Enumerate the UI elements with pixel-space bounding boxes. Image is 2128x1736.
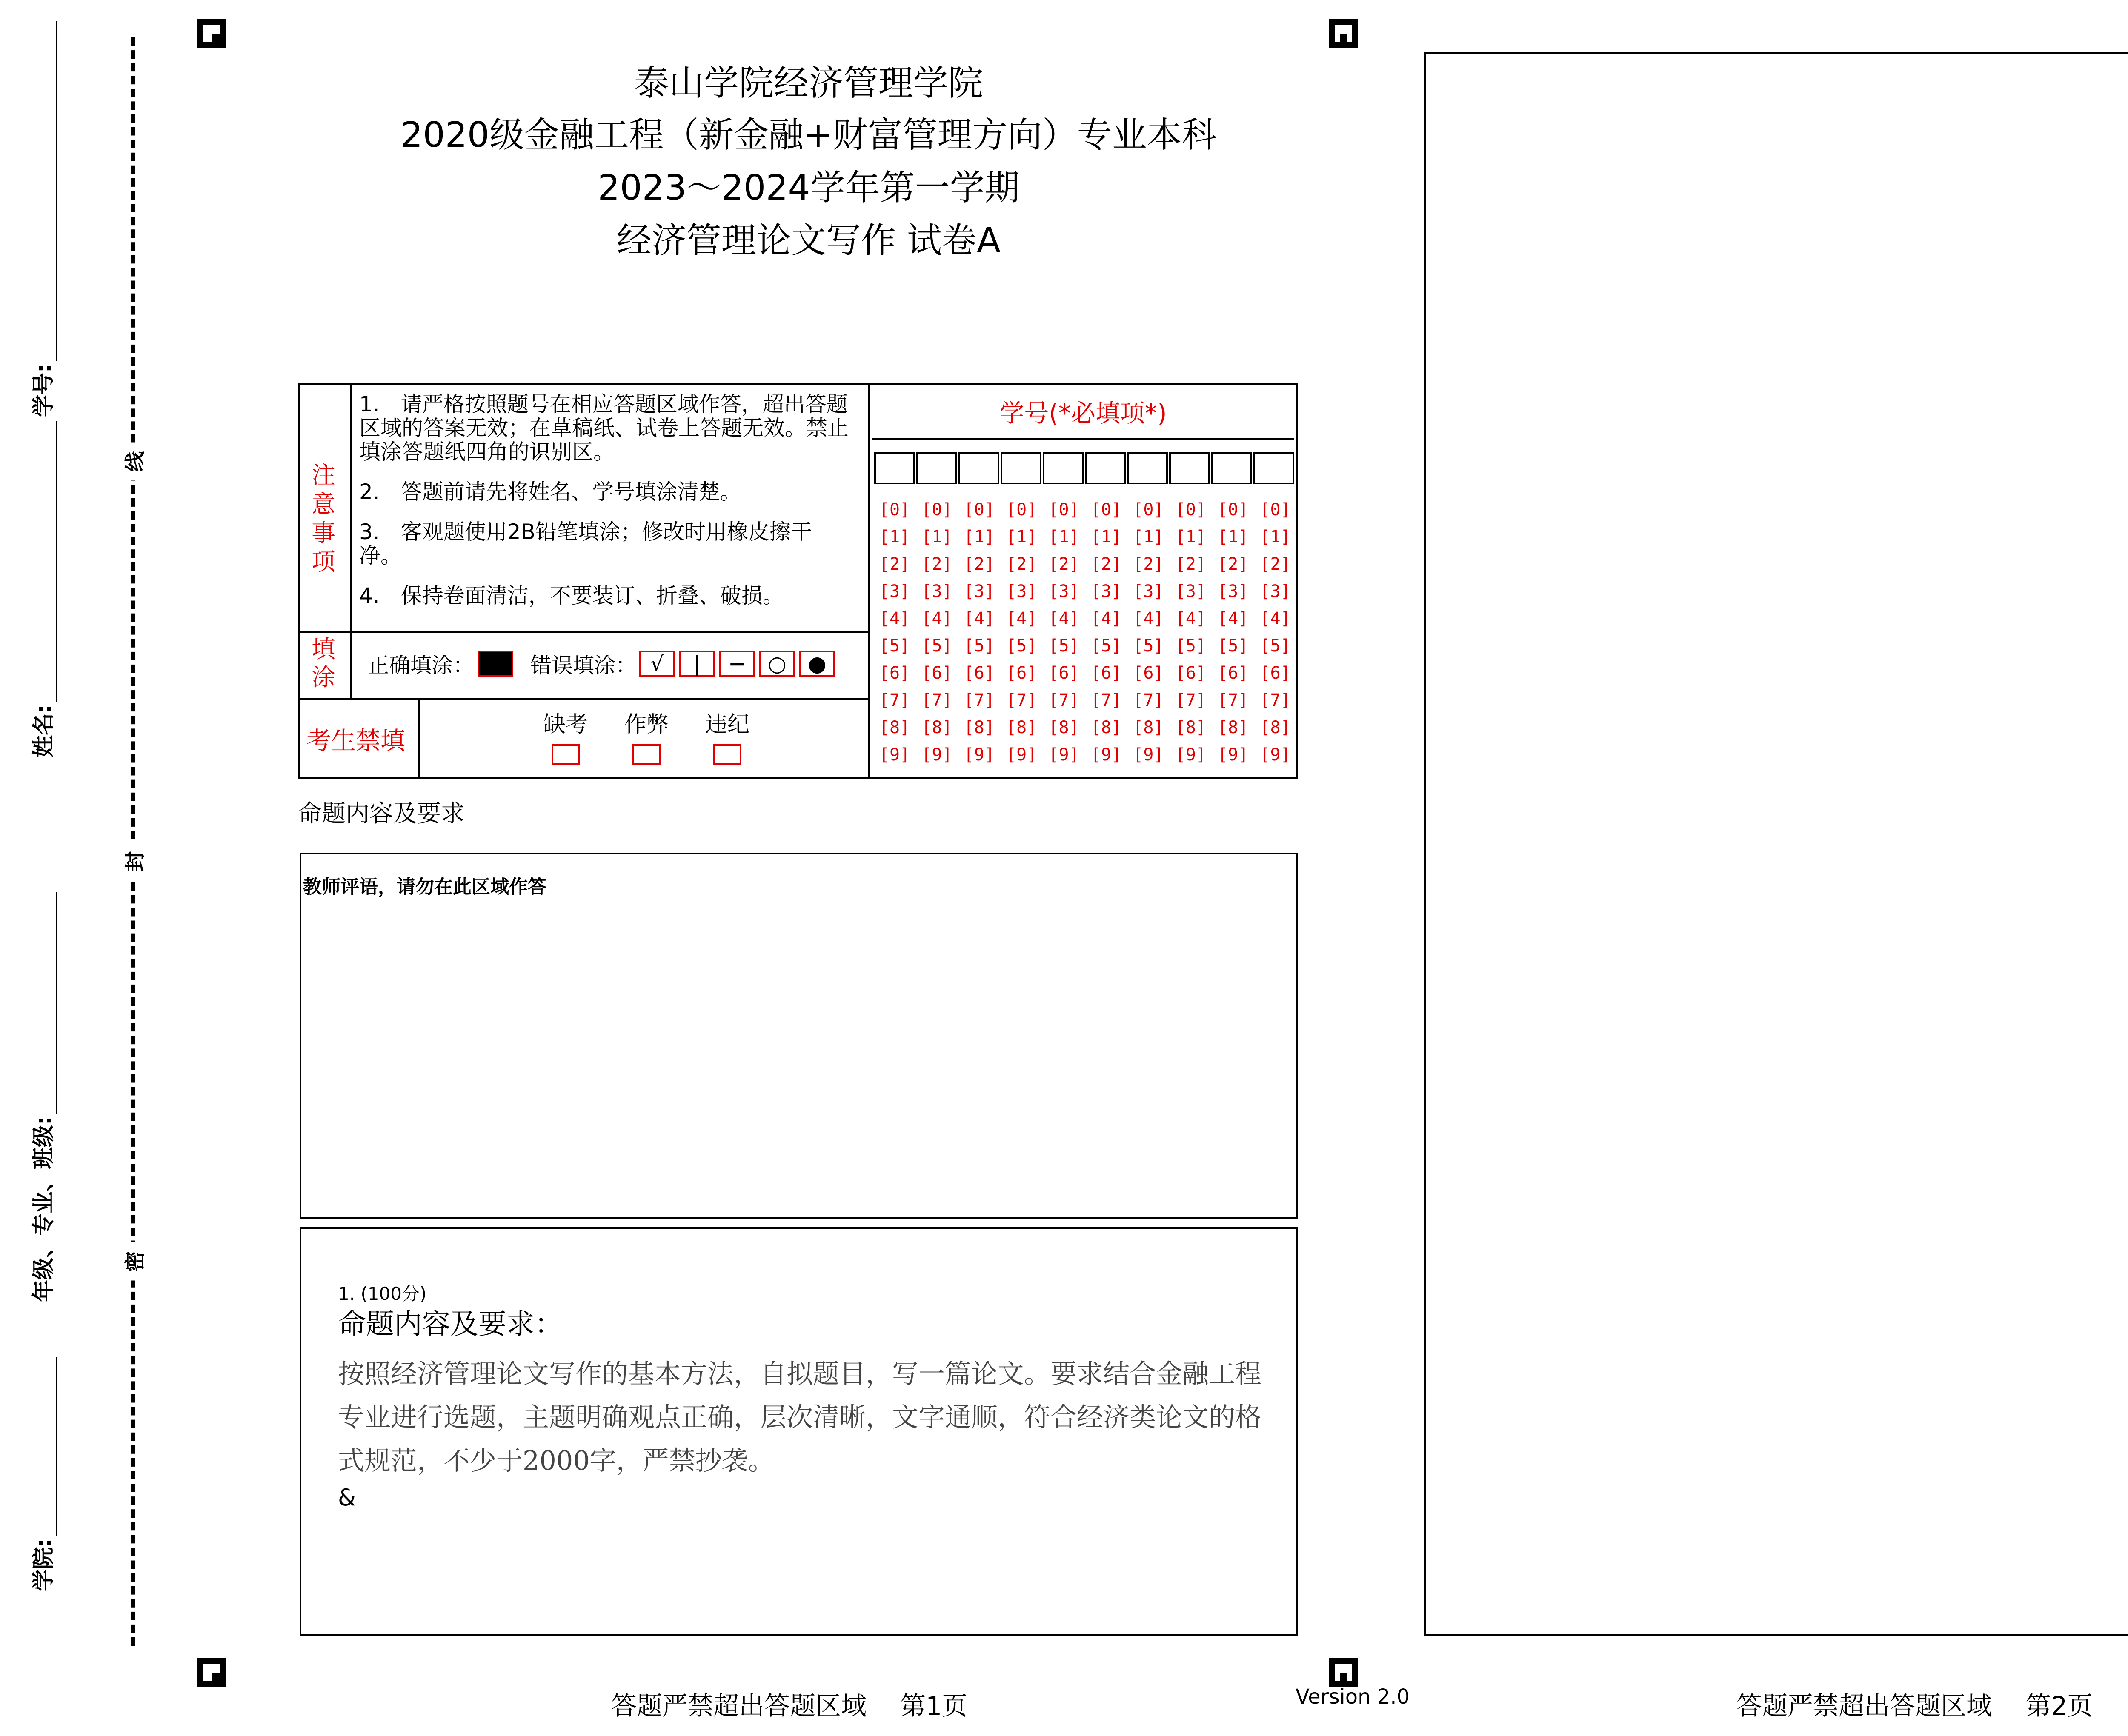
cheat-checkbox[interactable] (632, 744, 661, 765)
student-id-digit-option[interactable]: [7] (1048, 691, 1079, 710)
student-id-digit-option[interactable]: [1] (1133, 527, 1164, 547)
student-id-digit-option[interactable]: [0] (1006, 500, 1037, 520)
student-id-digit-column (1044, 496, 1084, 768)
wrong-fill-label: 错误填涂： (530, 653, 637, 678)
student-id-digit-option[interactable]: [6] (1133, 663, 1164, 683)
question-body: 按照经济管理论文写作的基本方法，自拟题目，写一篇论文。要求结合金融工程专业进行选题，主题明确观点正确，层次清晰，文字通顺，符合经济类论文的格式规范，不少于2000字，严禁抄袭。 (338, 1358, 1262, 1476)
student-id-digit-option[interactable]: [7] (1218, 691, 1249, 710)
student-id-digit-option[interactable]: [8] (1090, 718, 1122, 737)
notice-label: 注意事项 (312, 462, 335, 576)
question-extra: & (338, 1484, 356, 1511)
student-id-digit-column (874, 496, 915, 768)
student-id-digit-option[interactable]: [6] (1218, 663, 1249, 683)
student-id-digit-option[interactable]: [4] (964, 609, 995, 628)
student-id-digit-option[interactable]: [6] (1260, 663, 1291, 683)
wrong-fill-sample-3: − (719, 651, 755, 677)
corner-marker-bottom-center (1329, 1658, 1358, 1687)
student-id-digit-option[interactable]: [5] (1133, 636, 1164, 656)
fill-example-row (368, 648, 835, 679)
student-id-digit-option[interactable]: [9] (1218, 745, 1249, 765)
student-id-digit-option[interactable]: [3] (1260, 582, 1291, 601)
student-id-digit-option[interactable]: [5] (879, 636, 910, 656)
wrong-fill-sample-4: ○ (759, 651, 795, 677)
class-line[interactable] (34, 892, 57, 1114)
answer-area-page2[interactable] (1424, 52, 2128, 1636)
student-id-digit-option[interactable]: [2] (921, 554, 952, 574)
student-id-digit-option[interactable]: [8] (1048, 718, 1079, 737)
student-id-digit-option[interactable]: [8] (1260, 718, 1291, 737)
student-id-digit-option[interactable]: [8] (1218, 718, 1249, 737)
student-id-digit-option[interactable]: [0] (1090, 500, 1122, 520)
teacher-comment-box (300, 853, 1298, 1219)
student-id-digit-option[interactable]: [2] (1048, 554, 1079, 574)
student-id-digit-option[interactable]: [5] (1006, 636, 1037, 656)
student-id-digit-option[interactable]: [6] (1175, 663, 1206, 683)
class-label: 年级、专业、班级: (31, 1116, 57, 1302)
student-id-digit-box[interactable] (916, 452, 957, 484)
student-id-digit-option[interactable]: [9] (1260, 745, 1291, 765)
correct-fill-sample (478, 651, 513, 677)
notice-item-3: 3. 客观题使用2B铅笔填涂；修改时用橡皮擦干净。 (359, 520, 812, 568)
student-id-digit-option[interactable]: [1] (879, 527, 910, 547)
student-id-digit-option[interactable]: [9] (1090, 745, 1122, 765)
student-id-digit-option[interactable]: [5] (1048, 636, 1079, 656)
class-field[interactable] (26, 892, 57, 1302)
college-label: 学院: (31, 1538, 57, 1591)
violation-checkbox[interactable] (713, 744, 741, 765)
notice-item-2: 2. 答题前请先将姓名、学号填涂清楚。 (359, 480, 741, 504)
question-heading: 命题内容及要求： (338, 1308, 563, 1340)
question-box (300, 1227, 1298, 1636)
name-field[interactable] (26, 421, 57, 757)
student-id-digit-option[interactable]: [4] (1175, 609, 1206, 628)
student-id-digit-option[interactable]: [6] (879, 663, 910, 683)
notice-list (359, 392, 849, 608)
student-id-digit-option[interactable]: [3] (1006, 582, 1037, 601)
student-id-digit-option[interactable]: [9] (1133, 745, 1164, 765)
student-id-digit-option[interactable]: [4] (921, 609, 952, 628)
teacher-comment-label: 教师评语，请勿在此区域作答 (303, 876, 546, 898)
student-id-digit-option[interactable]: [4] (1218, 609, 1249, 628)
college-field[interactable] (26, 1357, 57, 1591)
forbidden-option-absent[interactable] (525, 706, 606, 765)
student-id-digit-box[interactable] (1001, 452, 1041, 484)
student-id-boxes (874, 452, 1297, 488)
student-id-digit-option[interactable]: [1] (1048, 527, 1079, 547)
forbidden-option-violation[interactable] (687, 706, 768, 765)
student-id-digit-option[interactable]: [3] (1090, 582, 1122, 601)
student-id-digit-option[interactable]: [2] (1133, 554, 1164, 574)
notice-item-4: 4. 保持卷面清洁，不要装订、折叠、破损。 (359, 583, 784, 608)
student-id-digit-option[interactable]: [1] (1090, 527, 1122, 547)
notice-item-1: 1. 请严格按照题号在相应答题区域作答，超出答题区域的答案无效；在草稿纸、试卷上答题无效。禁止填涂答题纸四角的识别区。 (359, 392, 849, 464)
student-id-digit-option[interactable]: [7] (1260, 691, 1291, 710)
student-id-digit-option[interactable]: [9] (921, 745, 952, 765)
student-id-digit-option[interactable]: [0] (879, 500, 910, 520)
footer-page2: 答题严禁超出答题区域 第2页 (1736, 1691, 2093, 1721)
student-id-digit-option[interactable]: [9] (879, 745, 910, 765)
corner-marker-top-left (197, 19, 226, 48)
corner-marker-bottom-left (197, 1658, 226, 1687)
binding-mark-line: 线 (119, 443, 148, 481)
student-id-digit-option[interactable]: [4] (1260, 609, 1291, 628)
requirements-heading: 命题内容及要求 (298, 800, 465, 828)
correct-fill-label: 正确填涂： (368, 653, 474, 678)
student-id-digit-option[interactable]: [2] (1006, 554, 1037, 574)
student-id-digit-box[interactable] (1211, 452, 1252, 484)
student-id-digit-option[interactable]: [9] (964, 745, 995, 765)
forbidden-options (525, 706, 768, 765)
student-id-digit-option[interactable]: [7] (1090, 691, 1122, 710)
absent-label: 缺考 (543, 712, 588, 737)
student-id-digit-option[interactable]: [5] (1090, 636, 1122, 656)
student-id-digit-column (1213, 496, 1253, 768)
student-id-grid (874, 496, 1297, 768)
student-id-digit-box[interactable] (1127, 452, 1168, 484)
question-number: 1. (100分) (338, 1283, 427, 1304)
student-id-rule (872, 438, 1294, 440)
student-id-digit-column (1001, 496, 1042, 768)
student-id-digit-option[interactable]: [1] (1175, 527, 1206, 547)
student-id-digit-option[interactable]: [1] (1218, 527, 1249, 547)
student-id-digit-option[interactable]: [0] (1260, 500, 1291, 520)
student-id-digit-option[interactable]: [4] (1133, 609, 1164, 628)
cheat-label: 作弊 (624, 712, 669, 737)
student-id-digit-option[interactable]: [3] (1218, 582, 1249, 601)
student-id-digit-option[interactable]: [8] (1006, 718, 1037, 737)
student-id-digit-option[interactable]: [0] (964, 500, 995, 520)
student-id-digit-option[interactable]: [7] (1006, 691, 1037, 710)
student-id-digit-box[interactable] (1043, 452, 1084, 484)
student-id-digit-option[interactable]: [8] (1133, 718, 1164, 737)
student-id-digit-option[interactable]: [1] (1260, 527, 1291, 547)
student-id-title: 学号(*必填项*) (999, 399, 1167, 428)
student-id-digit-option[interactable]: [7] (879, 691, 910, 710)
student-id-digit-option[interactable]: [6] (1048, 663, 1079, 683)
student-id-digit-option[interactable]: [6] (1090, 663, 1122, 683)
student-id-digit-box[interactable] (1253, 452, 1294, 484)
fill-label: 填涂 (312, 636, 335, 691)
footer-version: Version 2.0 (1296, 1685, 1410, 1709)
student-id-digit-option[interactable]: [8] (879, 718, 910, 737)
binding-dashed-line (131, 37, 135, 1646)
student-id-digit-option[interactable]: [1] (921, 527, 952, 547)
student-id-digit-option[interactable]: [4] (879, 609, 910, 628)
absent-checkbox[interactable] (552, 744, 580, 765)
student-id-digit-option[interactable]: [3] (1133, 582, 1164, 601)
student-id-digit-option[interactable]: [8] (1175, 718, 1206, 737)
student-id-digit-option[interactable]: [2] (1218, 554, 1249, 574)
student-id-digit-option[interactable]: [6] (921, 663, 952, 683)
student-id-digit-option[interactable]: [0] (1048, 500, 1079, 520)
name-label: 姓名: (31, 704, 57, 757)
student-id-digit-option[interactable]: [3] (879, 582, 910, 601)
school-title: 泰山学院经济管理学院 (634, 63, 983, 103)
term-title: 2023～2024学年第一学期 (598, 168, 1020, 208)
student-id-digit-column (959, 496, 1000, 768)
student-id-digit-option[interactable]: [7] (921, 691, 952, 710)
student-id-digit-option[interactable]: [3] (921, 582, 952, 601)
student-id-digit-option[interactable]: [5] (921, 636, 952, 656)
student-id-digit-option[interactable]: [4] (1006, 609, 1037, 628)
student-id-digit-option[interactable]: [5] (964, 636, 995, 656)
student-id-digit-option[interactable]: [9] (1048, 745, 1079, 765)
student-id-line[interactable] (34, 21, 57, 361)
student-id-digit-box[interactable] (874, 452, 915, 484)
student-id-digit-option[interactable]: [2] (1090, 554, 1122, 574)
student-id-digit-option[interactable]: [6] (1006, 663, 1037, 683)
student-id-digit-option[interactable]: [7] (1133, 691, 1164, 710)
violation-label: 违纪 (705, 712, 749, 737)
student-id-digit-option[interactable]: [3] (1048, 582, 1079, 601)
student-id-digit-option[interactable]: [5] (1260, 636, 1291, 656)
wrong-fill-sample-1: √ (639, 651, 675, 677)
student-id-digit-option[interactable]: [7] (1175, 691, 1206, 710)
course-title: 经济管理论文写作 试卷A (616, 220, 1001, 261)
college-line[interactable] (34, 1357, 57, 1536)
student-id-digit-box[interactable] (1085, 452, 1126, 484)
student-id-digit-option[interactable]: [8] (964, 718, 995, 737)
wrong-fill-sample-2: | (679, 651, 715, 677)
student-id-digit-option[interactable]: [4] (1090, 609, 1122, 628)
student-id-label: 学号: (31, 364, 57, 417)
program-title: 2020级金融工程（新金融+财富管理方向）专业本科 (400, 115, 1217, 155)
student-id-digit-option[interactable]: [9] (1006, 745, 1037, 765)
student-id-digit-option[interactable]: [0] (1218, 500, 1249, 520)
student-id-digit-column (1255, 496, 1296, 768)
student-id-digit-option[interactable]: [8] (921, 718, 952, 737)
student-id-digit-column (916, 496, 957, 768)
wrong-fill-sample-5: ● (799, 651, 835, 677)
student-id-digit-option[interactable]: [5] (1218, 636, 1249, 656)
student-id-digit-option[interactable]: [3] (1175, 582, 1206, 601)
student-id-digit-option[interactable]: [5] (1175, 636, 1206, 656)
student-id-digit-option[interactable]: [3] (964, 582, 995, 601)
student-id-digit-column (1086, 496, 1127, 768)
student-id-digit-option[interactable]: [1] (1006, 527, 1037, 547)
student-id-digit-option[interactable]: [0] (921, 500, 952, 520)
student-id-digit-option[interactable]: [0] (1133, 500, 1164, 520)
student-id-digit-option[interactable]: [4] (1048, 609, 1079, 628)
binding-mark-dense: 密 (119, 1242, 148, 1281)
forbidden-option-cheat[interactable] (606, 706, 687, 765)
student-id-digit-option[interactable]: [2] (964, 554, 995, 574)
student-id-digit-option[interactable]: [9] (1175, 745, 1206, 765)
corner-marker-top-center (1329, 19, 1358, 48)
student-id-digit-box[interactable] (1169, 452, 1210, 484)
student-id-digit-option[interactable]: [1] (964, 527, 995, 547)
student-id-digit-column (1128, 496, 1169, 768)
binding-mark-seal: 封 (119, 842, 148, 881)
student-id-field[interactable] (26, 21, 57, 417)
forbidden-label: 考生禁填 (306, 726, 406, 755)
student-id-digit-column (1170, 496, 1211, 768)
name-line[interactable] (34, 421, 57, 702)
student-id-digit-option[interactable]: [2] (1175, 554, 1206, 574)
student-id-digit-option[interactable]: [2] (879, 554, 910, 574)
student-id-digit-option[interactable]: [7] (964, 691, 995, 710)
info-table (298, 383, 1298, 779)
student-id-digit-option[interactable]: [2] (1260, 554, 1291, 574)
footer-page1: 答题严禁超出答题区域 第1页 (611, 1691, 968, 1721)
student-id-digit-option[interactable]: [0] (1175, 500, 1206, 520)
student-id-digit-box[interactable] (958, 452, 999, 484)
student-id-digit-option[interactable]: [6] (964, 663, 995, 683)
